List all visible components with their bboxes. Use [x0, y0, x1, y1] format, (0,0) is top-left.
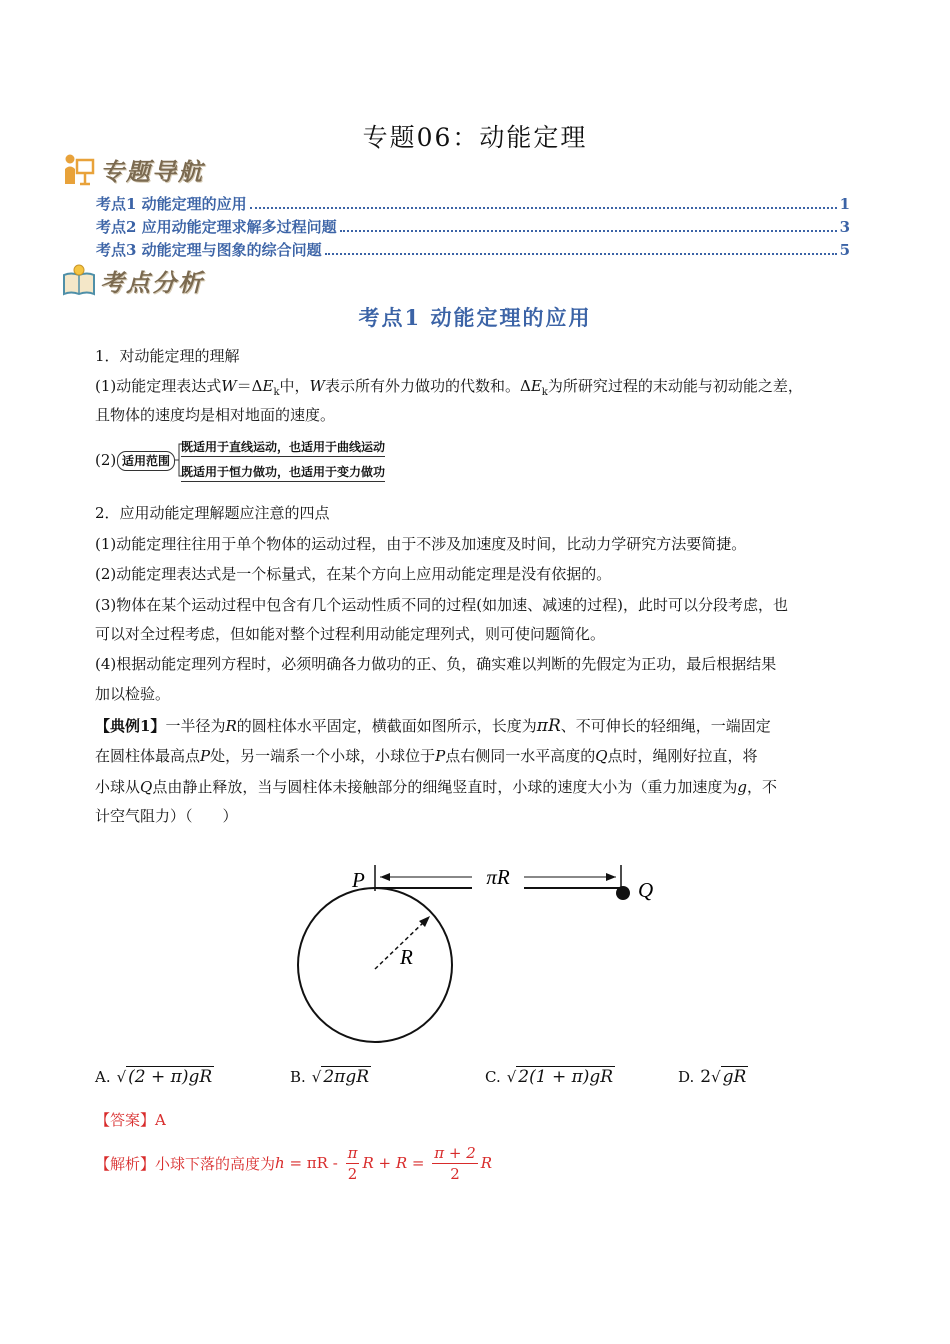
fraction-denominator: 2 [347, 1164, 358, 1183]
var-e: E [530, 377, 542, 395]
scope-prefix: (2) [95, 451, 117, 469]
text: 一半径为 [165, 717, 226, 735]
paragraph-point-3b: 可以对全过程考虑，但如能对整个过程利用动能定理列式，则可使问题简化。 [95, 625, 606, 643]
dimension-arrow-left [380, 873, 390, 881]
text: 的圆柱体水平固定，横截面如图所示，长度为 [236, 717, 537, 735]
toc-item-label: 考点1 动能定理的应用 [96, 195, 247, 213]
paragraph-point-4b: 加以检验。 [95, 685, 171, 703]
ball [616, 886, 630, 900]
option-radicand: gR [722, 1067, 747, 1087]
eq-r: R [480, 1154, 493, 1172]
toc-leader-dots [340, 218, 837, 232]
eq-r: R [395, 1154, 408, 1172]
paragraph-point-4a: (4)根据动能定理列方程时，必须明确各力做功的正、负，确实难以判断的先假定为正功，最后根据结果 [95, 655, 777, 673]
text: 点右侧同一水平高度的 [445, 747, 596, 765]
paragraph-point-1: (1)动能定理往往用于单个物体的运动过程，由于不涉及加速度及时间，比动力学研究方法要简捷。 [95, 535, 747, 553]
toc-item-label: 考点2 应用动能定理求解多过程问题 [96, 218, 337, 236]
option-letter: B. [290, 1067, 306, 1086]
text: 点时，绳刚好拉直，将 [607, 747, 758, 765]
var-p: P [200, 747, 211, 765]
banner-nav-label: 专题导航 [100, 157, 204, 186]
option-radicand: (2 + π)gR [128, 1067, 213, 1087]
option-d[interactable] [678, 1066, 748, 1087]
answer-value: A [155, 1111, 166, 1129]
toc-leader-dots [325, 241, 837, 255]
example-tag: 【典例1】 [95, 717, 166, 735]
scope-item-2: 既适用于恒力做功，也适用于变力做功 [181, 463, 385, 482]
eq-part: = πR - [284, 1154, 343, 1172]
banner-topic-navigation [62, 152, 204, 186]
text: ＝Δ [236, 377, 263, 395]
text: 点由静止释放，当与圆柱体未接触部分的细绳竖直时，小球的速度大小为（重力加速度为 [152, 778, 738, 796]
var-pi-r: πR [536, 716, 561, 736]
banner-analysis-label: 考点分析 [100, 268, 204, 297]
scope-label: 适用范围 [117, 451, 175, 471]
var-w: W [221, 377, 237, 395]
option-c[interactable] [485, 1066, 615, 1087]
eq-r: R [362, 1154, 374, 1172]
section-title: 考点1 动能定理的应用 [358, 305, 592, 330]
book-lightbulb-icon [62, 263, 96, 297]
radical-sign-icon: √ [711, 1067, 721, 1086]
option-letter: A. [95, 1067, 111, 1086]
fraction-denominator: 2 [450, 1164, 460, 1183]
text: 为所研究过程的末动能与初动能之差， [547, 377, 803, 395]
var-p: P [435, 747, 446, 765]
text: 中， [279, 377, 310, 395]
var-q: Q [140, 778, 153, 796]
point-q-label: Q [638, 878, 654, 902]
var-w: W [309, 377, 325, 395]
teacher-board-icon [62, 152, 96, 186]
point-p-label: P [352, 868, 365, 892]
eq-h: h [275, 1154, 285, 1172]
analysis-tag: 【解析】 [95, 1154, 156, 1173]
radical-sign-icon: √ [116, 1067, 127, 1086]
analysis-line [95, 1138, 492, 1188]
option-letter: C. [485, 1067, 501, 1086]
answer-tag: 【答案】 [95, 1111, 156, 1129]
example-line-3 [95, 773, 865, 802]
text: 处，另一端系一个小球，小球位于 [210, 747, 436, 765]
sub-k: k [273, 387, 280, 398]
eq-part: = [407, 1154, 430, 1172]
var-g: g [737, 778, 747, 796]
toc-item-1[interactable] [96, 193, 850, 215]
page-title: 专题06：动能定理 [362, 123, 588, 152]
text: ，不 [746, 778, 777, 796]
eq-part: + [373, 1154, 396, 1172]
toc-item-2[interactable] [96, 216, 850, 238]
option-coefficient: 2 [700, 1066, 712, 1087]
var-r: R [225, 717, 237, 735]
option-radicand: 2(1 + π)gR [518, 1067, 614, 1087]
text: (1)动能定理表达式 [95, 377, 222, 395]
example-line-2 [95, 742, 865, 771]
option-letter: D. [678, 1067, 695, 1086]
example-line-4: 计空气阻力）（ ） [95, 807, 238, 825]
radius-label: R [400, 945, 413, 969]
option-a[interactable] [95, 1066, 214, 1087]
toc-item-page: 1 [839, 195, 850, 213]
toc-item-label: 考点3 动能定理与图象的综合问题 [96, 241, 322, 259]
paragraph-point-3a: (3)物体在某个运动过程中包含有几个运动性质不同的过程(如加速、减速的过程)，此时可以分段考虑，也 [95, 596, 788, 614]
answer-line [95, 1106, 865, 1135]
pi-r-label: πR [486, 865, 510, 889]
cylinder-cross-section [298, 888, 452, 1042]
analysis-text: 小球下落的高度为 [155, 1154, 276, 1173]
paragraph-relative-velocity: 且物体的速度均是相对地面的速度。 [95, 406, 336, 424]
cylinder-figure [290, 855, 670, 1055]
scope-item-1: 既适用于直线运动，也适用于曲线运动 [181, 438, 385, 457]
fraction-pi-plus-2-over-2 [432, 1143, 478, 1184]
toc-leader-dots [250, 195, 837, 209]
heading-four-points: 2．应用动能定理解题应注意的四点 [95, 504, 330, 522]
banner-key-point-analysis [62, 263, 204, 297]
radical-sign-icon: √ [311, 1067, 322, 1086]
radical-sign-icon: √ [506, 1067, 517, 1086]
fraction-pi-over-2 [346, 1143, 360, 1184]
toc-item-3[interactable] [96, 239, 850, 261]
text: 小球从 [95, 778, 141, 796]
paragraph-point-2: (2)动能定理表达式是一个标量式，在某个方向上应用动能定理是没有依据的。 [95, 565, 612, 583]
var-q: Q [595, 747, 608, 765]
fraction-numerator: π + 2 [434, 1143, 476, 1162]
toc-item-page: 5 [839, 241, 850, 259]
fraction-numerator: π [347, 1143, 358, 1162]
heading-understanding: 1．对动能定理的理解 [95, 347, 240, 365]
scope-diagram [95, 438, 425, 484]
example-line-1 [95, 712, 865, 741]
option-radicand: 2πgR [323, 1067, 370, 1087]
var-e: E [262, 377, 274, 395]
dimension-arrow-right [606, 873, 616, 881]
option-b[interactable] [290, 1066, 371, 1087]
sub-k: k [541, 387, 548, 398]
text: 在圆柱体最高点 [95, 747, 201, 765]
text: 表示所有外力做功的代数和。Δ [324, 377, 531, 395]
toc-item-page: 3 [839, 218, 850, 236]
text: 、不可伸长的轻细绳，一端固定 [560, 717, 771, 735]
